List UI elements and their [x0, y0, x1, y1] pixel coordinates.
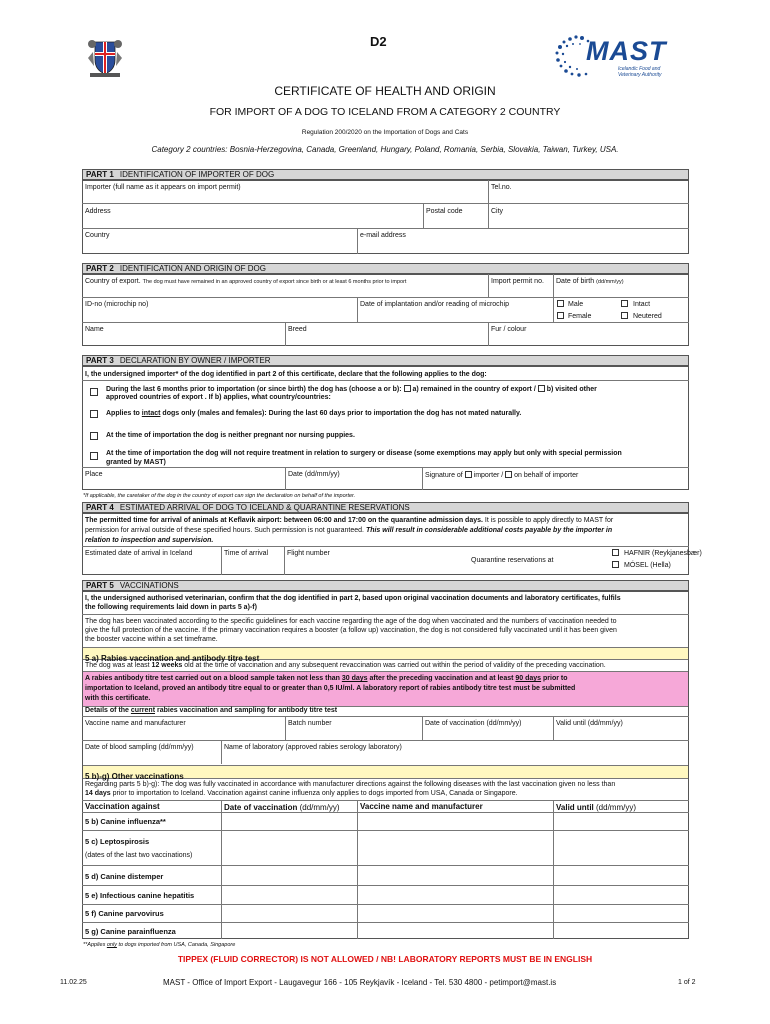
place-field[interactable]: Place: [85, 471, 103, 478]
part5-para-1: The dog has been vaccinated according to the specific guidelines for each vaccine regarding the age of the dog when vaccinated and the numbers of vaccination needed to: [85, 618, 617, 625]
table-row-canine-influenza: 5 b) Canine influenza**: [85, 817, 166, 826]
col-date-of-vaccination: Date of vaccination (dd/mm/yy): [224, 803, 340, 812]
part3-intro: I, the undersigned importer* of the dog identified in part 2 of this certificate, declare that the following applies to the dog:: [85, 371, 487, 378]
footer-page-number: 1 of 2: [678, 979, 696, 986]
rabies-details-heading: Details of the current rabies vaccination and sampling for antibody titre test: [85, 707, 338, 714]
table-row-canine-parainfluenza: 5 g) Canine parainfluenza: [85, 927, 176, 936]
date-of-birth-field[interactable]: Date of birth (dd/mm/yy): [556, 278, 624, 285]
mosel-label: MÓSEL (Hella): [624, 562, 671, 569]
tel-field[interactable]: Tel.no.: [491, 184, 512, 191]
declaration-6months-text: During the last 6 months prior to importation (or since birth) the dog has (choose a or b): a) remained in the country of export / b) visited other: [106, 386, 597, 393]
mast-logo-text: MAST: [586, 36, 667, 66]
fur-colour-field[interactable]: Fur / colour: [491, 326, 527, 333]
part3-footnote: *If applicable, the caretaker of the dog in the country of export can sign the declaration on behalf of the importer.: [83, 493, 356, 499]
part5-para-2: give the full protection of the vaccine. If the primary vaccination requires a booster (a follow up) vaccination, the dog is not considered fully vaccinated until it has been given: [85, 627, 617, 634]
address-field[interactable]: Address: [85, 208, 111, 215]
part5-footnote: **Applies only to dogs imported from USA, Canada, Singapore: [83, 942, 236, 948]
document-code: D2: [370, 34, 387, 49]
certificate-title: CERTIFICATE OF HEALTH AND ORIGIN: [274, 84, 496, 98]
part4-text-2: permission for arrival outside of these specified hours. Such permission is not guaranteed. This will result in considerable additional costs payable by the importer in: [85, 527, 613, 534]
rabies-section-title: 5 a) Rabies vaccination and antibody titre test: [83, 647, 688, 660]
table-row-canine-parvovirus: 5 f) Canine parvovirus: [85, 909, 164, 918]
part4-text-1: The permitted time for arrival of animals at Keflavik airport: between 06:00 and 17:00 on the quarantine admission days. It is possible to apply directly to MAST for: [85, 517, 614, 524]
importer-checkbox[interactable]: [465, 471, 472, 478]
option-b-checkbox[interactable]: [538, 385, 545, 392]
import-permit-field[interactable]: Import permit no.: [491, 278, 544, 285]
part2-header: PART 2 IDENTIFICATION AND ORIGIN OF DOG: [82, 263, 689, 274]
country-field[interactable]: Country: [85, 232, 110, 239]
rabies-batch-field[interactable]: Batch number: [288, 720, 332, 727]
declaration-pregnant-checkbox[interactable]: [90, 432, 98, 440]
mast-logo-subtitle-2: Veterinary Authority: [618, 72, 662, 78]
declaration-treatment-text: At the time of importation the dog will not require treatment in relation to surgery or disease (some exemptions may apply but only with special permission: [106, 450, 622, 457]
intact-checkbox[interactable]: [621, 300, 628, 307]
neutered-label: Neutered: [633, 313, 662, 320]
certificate-subtitle: FOR IMPORT OF A DOG TO ICELAND FROM A CATEGORY 2 COUNTRY: [209, 106, 561, 118]
titre-text-3: with this certificate.: [85, 695, 151, 702]
rabies-age-text: The dog was at least 12 weeks old at the time of vaccination and any subsequent revaccination was carried out within the period of validity of the preceding vaccination.: [85, 662, 606, 669]
part4-text-3: relation to inspection and supervision.: [85, 537, 214, 544]
declaration-pregnant-text: At the time of importation the dog is neither pregnant nor nursing puppies.: [106, 432, 355, 439]
col-vaccine-name: Vaccine name and manufacturer: [360, 802, 483, 811]
col-valid-until: Valid until (dd/mm/yy): [556, 803, 637, 812]
titre-text-1: A rabies antibody titre test carried out on a blood sample taken not less than 30 days after the preceding vaccination and at least 90 days prior to: [85, 675, 568, 682]
rabies-valid-until-field[interactable]: Valid until (dd/mm/yy): [556, 720, 623, 727]
city-field[interactable]: City: [491, 208, 504, 215]
mast-logo-subtitle-1: Icelandic Food and: [618, 66, 661, 72]
estimated-arrival-date-field[interactable]: Estimated date of arrival in Iceland: [85, 550, 193, 557]
declaration-mating-checkbox[interactable]: [90, 410, 98, 418]
email-field[interactable]: e-mail address: [360, 232, 406, 239]
country-of-export-field[interactable]: Country of export. The dog must have remained in an approved country of export since birth or at least 6 months prior to import: [85, 278, 407, 285]
part3-header: PART 3 DECLARATION BY OWNER / IMPORTER: [82, 355, 689, 366]
table-row-canine-distemper: 5 d) Canine distemper: [85, 872, 164, 881]
part5-intro-1: I, the undersigned authorised veterinarian, confirm that the dog identified in part 2, based upon original vaccination documents and laboratory certificates, fulfils: [85, 595, 621, 602]
breed-field[interactable]: Breed: [288, 326, 307, 333]
part5-header: PART 5 VACCINATIONS: [82, 580, 689, 591]
part1-header: PART 1 IDENTIFICATION OF IMPORTER OF DOG: [82, 169, 689, 180]
postal-code-field[interactable]: Postal code: [426, 208, 463, 215]
other-vaccinations-text-2: 14 days prior to importation to Iceland. Vaccination against canine influenza only applies to dogs imported from USA, Canada or Singapore.: [85, 790, 518, 797]
on-behalf-checkbox[interactable]: [505, 471, 512, 478]
microchip-id-field[interactable]: ID-no (microchip no): [85, 301, 149, 308]
quarantine-label: Quarantine reservations at: [471, 557, 554, 564]
mosel-checkbox[interactable]: [612, 561, 619, 568]
declaration-treatment-text-2: granted by MAST): [106, 459, 166, 466]
leptospirosis-note: (dates of the last two vaccinations): [85, 852, 193, 859]
declaration-date-field[interactable]: Date (dd/mm/yy): [288, 471, 340, 478]
arrival-time-field[interactable]: Time of arrival: [224, 550, 269, 557]
signature-field[interactable]: Signature of importer / on behalf of importer: [425, 472, 579, 479]
declaration-6months-text-2: approved countries of export . If b) applies, what country/countries:: [106, 394, 331, 401]
table-row-infectious-hepatitis: 5 e) Infectious canine hepatitis: [85, 891, 195, 900]
iceland-coat-of-arms: [86, 34, 124, 78]
footer-address: MAST - Office of Import Export - Laugavegur 166 - 105 Reykjavík - Iceland - Tel. 530 4800 - petimport@mast.is: [163, 978, 557, 987]
part5-intro-2: the following requirements laid down in parts 5 a)-f): [85, 604, 257, 611]
footer-date: 11.02.25: [60, 979, 87, 986]
tippex-warning: TIPPEX (FLUID CORRECTOR) IS NOT ALLOWED / NB! LABORATORY REPORTS MUST BE IN ENGLISH: [177, 954, 593, 964]
neutered-checkbox[interactable]: [621, 312, 628, 319]
table-row-leptospirosis: 5 c) Leptospirosis: [85, 837, 150, 846]
col-vaccination-against: Vaccination against: [85, 802, 160, 811]
declaration-mating-text: Applies to intact dogs only (males and females): During the last 60 days prior to importation the dog has not mated naturally.: [106, 410, 522, 417]
part5-para-3: the booster vaccine within a set timeframe.: [85, 636, 218, 643]
female-checkbox[interactable]: [557, 312, 564, 319]
category-countries: Category 2 countries: Bosnia-Herzegovina, Canada, Greenland, Hungary, Poland, Romania, Serbia, Slovakia, Taiwan, Turkey, USA.: [151, 145, 619, 154]
part4-header: PART 4 ESTIMATED ARRIVAL OF DOG TO ICELAND & QUARANTINE RESERVATIONS: [82, 502, 689, 513]
hafnir-checkbox[interactable]: [612, 549, 619, 556]
laboratory-name-field[interactable]: Name of laboratory (approved rabies serology laboratory): [224, 744, 402, 751]
flight-number-field[interactable]: Flight number: [287, 550, 330, 557]
other-vaccinations-text-1: Regarding parts 5 b)-g): The dog was fully vaccinated in accordance with manufacturer directions against the following diseases with the last vaccination given no less than: [85, 781, 616, 788]
importer-name-field[interactable]: Importer (full name as it appears on import permit): [85, 184, 241, 191]
regulation-text: Regulation 200/2020 on the Importation of Dogs and Cats: [301, 129, 469, 136]
dog-name-field[interactable]: Name: [85, 326, 104, 333]
titre-text-2: importation to Iceland, proved an antibody titre equal to or greater than 0,5 IU/ml. A laboratory report of rabies antibody titre test must be submitted: [85, 685, 576, 692]
female-label: Female: [568, 313, 592, 320]
intact-label: Intact: [633, 301, 651, 308]
rabies-vaccine-name-field[interactable]: Vaccine name and manufacturer: [85, 720, 186, 727]
other-vaccinations-title: 5 b)-g) Other vaccinations: [83, 765, 688, 779]
male-label: Male: [568, 301, 584, 308]
blood-sampling-date-field[interactable]: Date of blood sampling (dd/mm/yy): [85, 744, 194, 751]
option-a-checkbox[interactable]: [404, 385, 411, 392]
male-checkbox[interactable]: [557, 300, 564, 307]
rabies-vaccination-date-field[interactable]: Date of vaccination (dd/mm/yy): [425, 720, 522, 727]
declaration-treatment-checkbox[interactable]: [90, 452, 98, 460]
mast-logo: [552, 32, 692, 80]
declaration-6months-checkbox[interactable]: [90, 388, 98, 396]
implant-date-field[interactable]: Date of implantation and/or reading of microchip: [360, 301, 510, 308]
hafnir-label: HAFNIR (Reykjanesbær): [624, 550, 702, 557]
